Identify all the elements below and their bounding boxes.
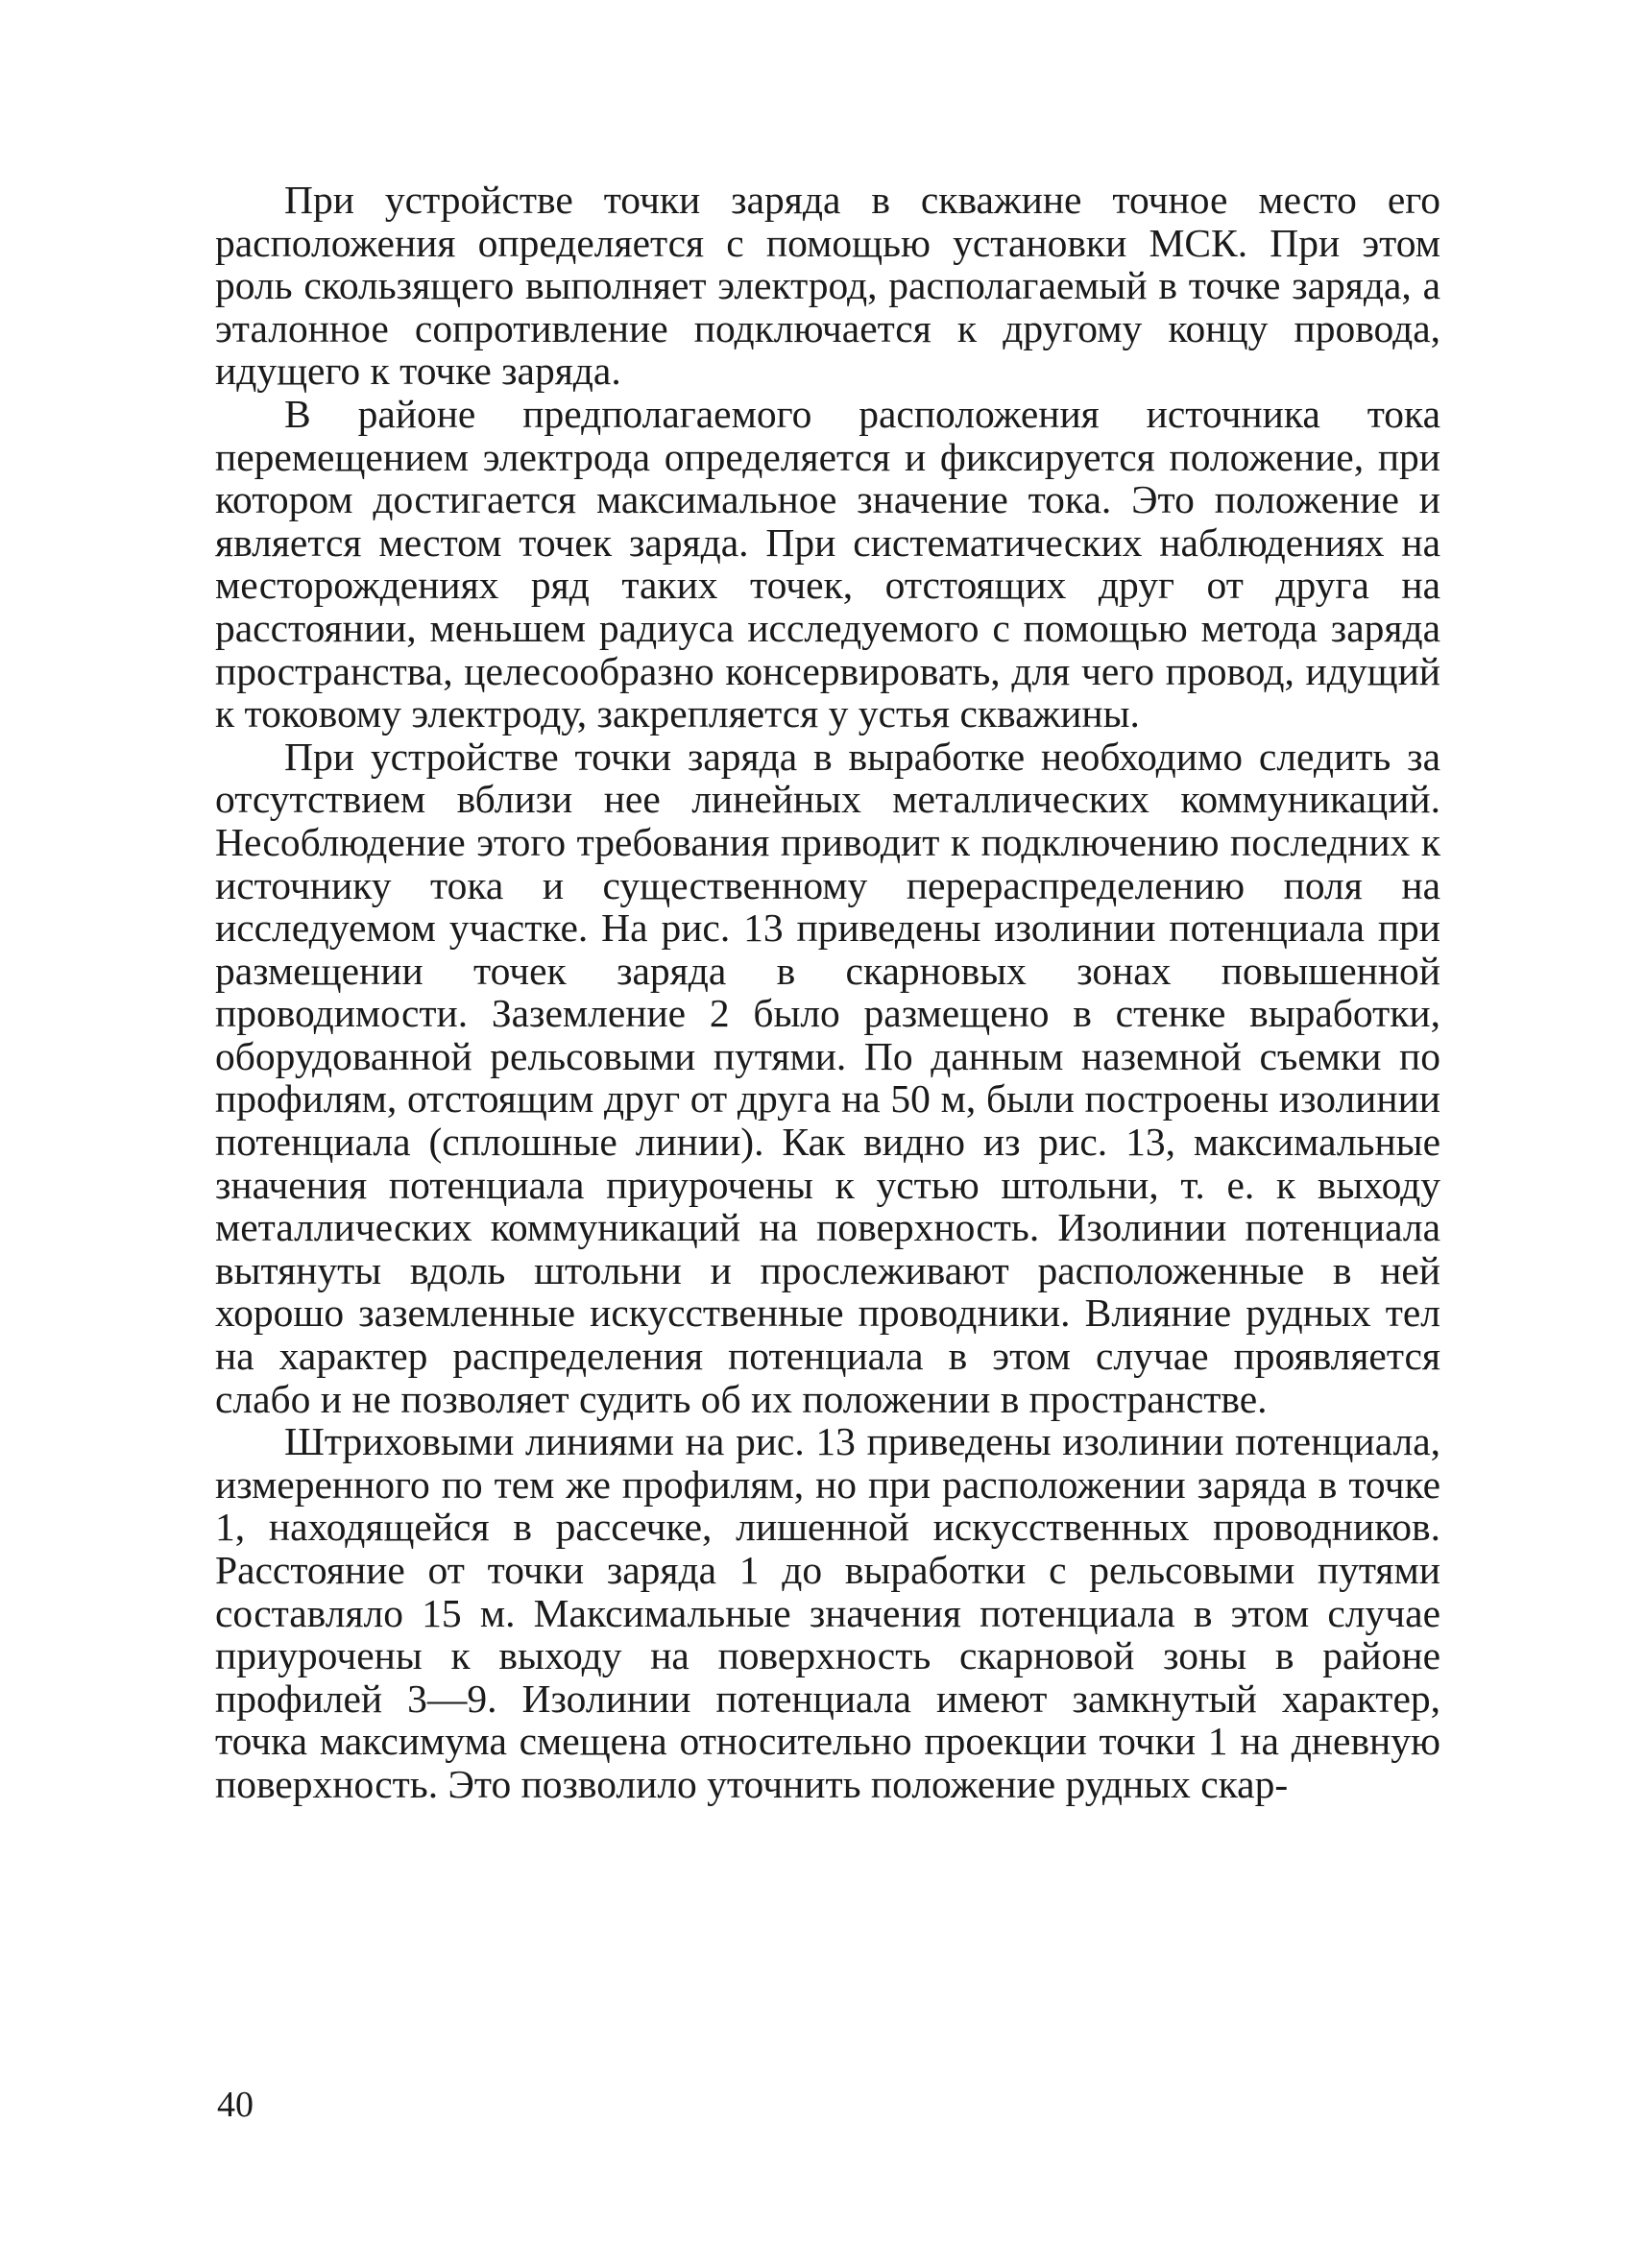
page-number: 40 <box>217 2085 254 2125</box>
body-text <box>215 179 1440 1806</box>
paragraph-1: При устройстве точки заряда в скважине точное место его расположения определяется с помощью установки МСК. При этом роль скользящего выполняет электрод, располагаемый в точке заряда, а эталонное сопротивление подключается к другому концу провода, идущего к точке заряда. <box>215 178 1440 394</box>
paragraph-4: Штриховыми линиями на рис. 13 приведены изолинии потенциала, измеренного по тем же профилям, но при расположении заряда в точке 1, находящейся в рассечке, лишенной искусственных проводников. Расстояние от точки заряда 1 до выработки с рельсовыми путями составляло 15 м. Максимальные значения потенциала в этом случае приурочены к выходу на поверхность скарновой зоны в районе профилей 3—9. Изолинии потенциала имеют замкнутый характер, точка максимума смещена относительно проекции точки 1 на дневную поверхность. Это позволило уточнить положение рудных скар- <box>215 1419 1440 1806</box>
paragraph-2: В районе предполагаемого расположения источника тока перемещением электрода определяется и фиксируется положение, при котором достигается максимальное значение тока. Это положение и является местом точек заряда. При систематических наблюдениях на месторождениях ряд таких точек, отстоящих друг от друга на расстоянии, меньшем радиуса исследуемого с помощью метода заряда пространства, целесообразно консервировать, для чего провод, идущий к токовому электроду, закрепляется у устья скважины. <box>215 391 1440 736</box>
paragraph-3: При устройстве точки заряда в выработке необходимо следить за отсутствием вблизи нее линейных металлических коммуникаций. Несоблюдение этого требования приводит к подключению последних к источнику тока и существенному перераспределению поля на исследуемом участке. На рис. 13 приведены изолинии потенциала при размещении точек заряда в скарновых зонах повышенной проводимости. Заземление 2 было размещено в стенке выработки, оборудованной рельсовыми путями. По данным наземной съемки по профилям, отстоящим друг от друга на 50 м, были построены изолинии потенциала (сплошные линии). Как видно из рис. 13, максимальные значения потенциала приурочены к устью штольни, т. е. к выходу металлических коммуникаций на поверхность. Изолинии потенциала вытянуты вдоль штольни и прослеживают расположенные в ней хорошо заземленные искусственные проводники. Влияние рудных тел на характер распределения потенциала в этом случае проявляется слабо и не позволяет судить об их положении в пространстве. <box>215 734 1440 1421</box>
